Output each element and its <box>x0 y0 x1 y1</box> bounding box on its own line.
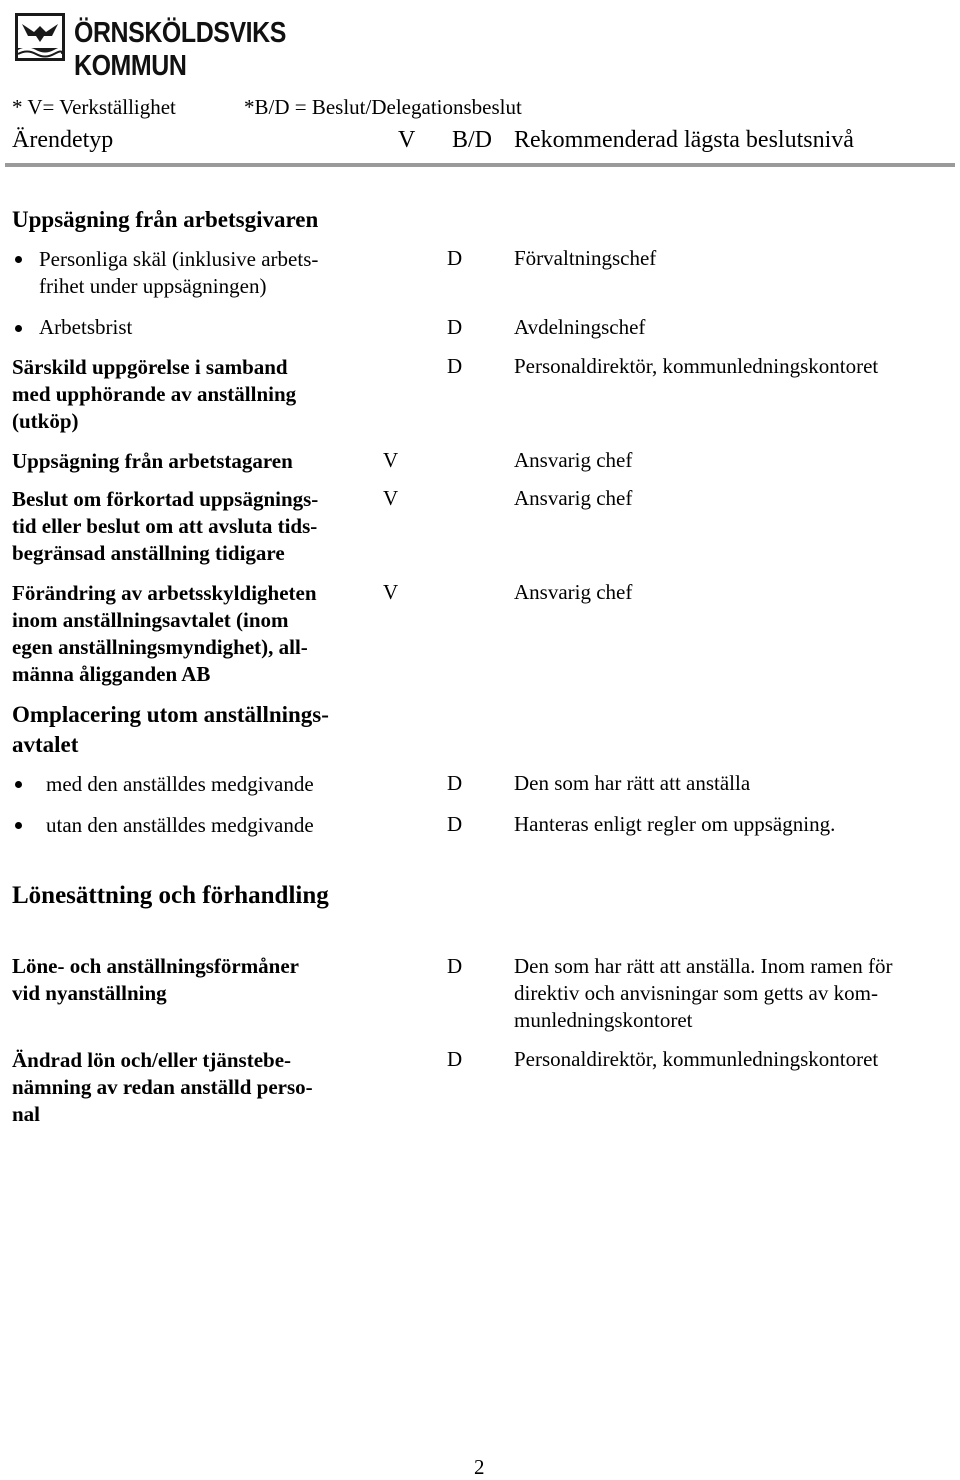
row-forandring-line3: egen anställningsmyndighet), all- <box>12 635 308 659</box>
row-forkortad-line3: begränsad anställning tidigare <box>12 541 285 565</box>
row-arbetsbrist: Arbetsbrist <box>39 315 133 339</box>
header-v: V <box>398 127 416 153</box>
row-sarskild-line3: (utköp) <box>12 409 79 433</box>
bullet <box>15 781 22 788</box>
row-utan-medgivande: utan den anställdes medgivande <box>46 813 314 837</box>
row-loneformaner-niva-line2: direktiv och anvisningar som getts av kom- <box>514 981 878 1005</box>
row-sarskild-bd: D <box>447 354 463 378</box>
row-forkortad-niva: Ansvarig chef <box>514 486 633 510</box>
row-loneformaner-bd: D <box>447 954 463 978</box>
header-beslutsniva: Rekommenderad lägsta beslutsnivå <box>514 127 854 153</box>
row-sarskild-niva: Personaldirektör, kommunledningskontoret <box>514 354 879 378</box>
row-sarskild-line2: med upphörande av anställning <box>12 382 297 406</box>
row-andrad-lon-line3: nal <box>12 1102 41 1126</box>
row-forkortad-line1: Beslut om förkortad uppsägnings- <box>12 487 319 511</box>
municipality-name: ÖRNSKÖLDSVIKS KOMMUN <box>74 17 286 82</box>
row-loneformaner-niva-line1: Den som har rätt att anställa. Inom ramen för <box>514 954 893 978</box>
row-andrad-lon-bd: D <box>447 1047 463 1071</box>
row-personliga-line2: frihet under uppsägningen) <box>39 274 267 298</box>
municipality-logo <box>14 12 399 82</box>
row-forandring-niva: Ansvarig chef <box>514 580 633 604</box>
page-number: 2 <box>474 1455 485 1479</box>
row-andrad-lon-line1: Ändrad lön och/eller tjänstebe- <box>12 1048 292 1072</box>
row-med-medgivande-niva: Den som har rätt att anställa <box>514 771 751 795</box>
row-loneformaner-line1: Löne- och anställningsförmåner <box>12 954 300 978</box>
legend-beslut: *B/D = Beslut/Delegationsbeslut <box>244 95 522 119</box>
row-utan-medgivande-niva: Hanteras enligt regler om uppsägning. <box>514 812 836 836</box>
section-lonesattning: Lönesättning och förhandling <box>12 882 329 909</box>
row-forandring-line1: Förändring av arbetsskyldigheten <box>12 581 317 605</box>
row-forkortad-v: V <box>383 486 399 510</box>
row-loneformaner-niva-line3: munledningskontoret <box>514 1008 693 1032</box>
row-loneformaner-line2: vid nyanställning <box>12 981 167 1005</box>
row-med-medgivande-bd: D <box>447 771 463 795</box>
row-arbetstagaren: Uppsägning från arbetstagaren <box>12 449 293 473</box>
header-arendetyp: Ärendetyp <box>12 127 114 153</box>
header-bd: B/D <box>452 127 493 153</box>
legend-verkstallighet: * V= Verkställighet <box>12 95 176 119</box>
row-arbetstagaren-niva: Ansvarig chef <box>514 448 633 472</box>
row-arbetstagaren-v: V <box>383 448 399 472</box>
row-forandring-line4: männa åligganden AB <box>12 662 211 686</box>
row-andrad-lon-niva: Personaldirektör, kommunledningskontoret <box>514 1047 879 1071</box>
header-rule <box>5 163 955 167</box>
row-arbetsbrist-bd: D <box>447 315 463 339</box>
row-forandring-line2: inom anställningsavtalet (inom <box>12 608 289 632</box>
bullet <box>15 256 22 263</box>
row-personliga-line1: Personliga skäl (inklusive arbets- <box>39 247 319 271</box>
row-personliga-niva: Förvaltningschef <box>514 246 657 270</box>
bullet <box>15 822 22 829</box>
section-uppsagning-arbetsgivare: Uppsägning från arbetsgivaren <box>12 207 319 232</box>
row-forkortad-line2: tid eller beslut om att avsluta tids- <box>12 514 318 538</box>
row-omplacering-line2: avtalet <box>12 732 79 757</box>
row-med-medgivande: med den anställdes medgivande <box>46 772 314 796</box>
row-andrad-lon-line2: nämning av redan anställd perso- <box>12 1075 313 1099</box>
row-arbetsbrist-niva: Avdelningschef <box>514 315 646 339</box>
row-utan-medgivande-bd: D <box>447 812 463 836</box>
row-sarskild-line1: Särskild uppgörelse i samband <box>12 355 288 379</box>
row-omplacering-line1: Omplacering utom anställnings- <box>12 702 329 727</box>
bullet <box>15 325 22 332</box>
eagle-emblem-icon <box>14 12 66 62</box>
row-forandring-v: V <box>383 580 399 604</box>
row-personliga-bd: D <box>447 246 463 270</box>
